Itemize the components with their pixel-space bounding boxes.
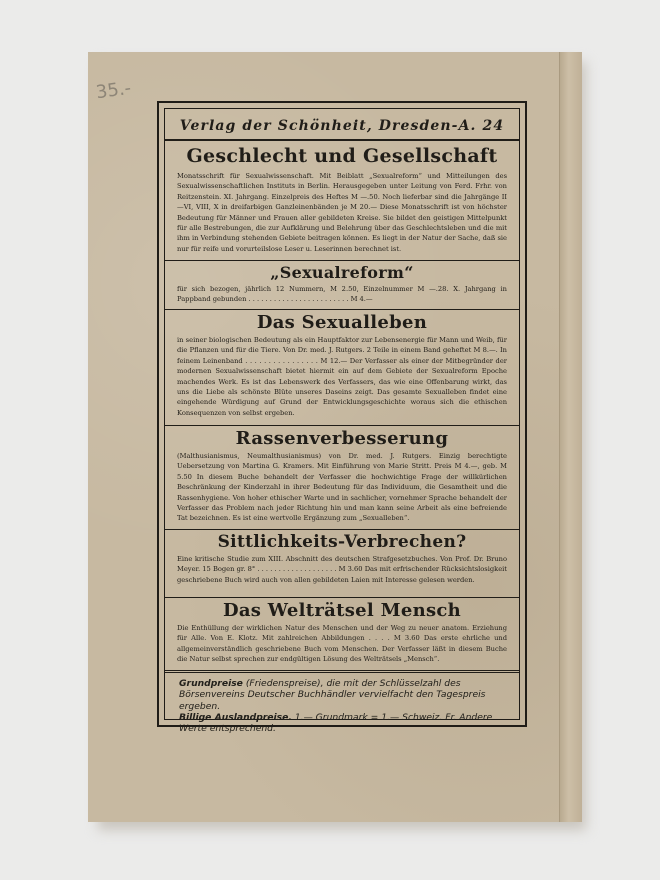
auslandpreise-text: 1.— Grundmark = 1.— Schweiz. Fr. Andere Werte entsprechend. [179, 711, 493, 735]
section-text-sittlichkeit: Eine kritische Studie zum XIII. Abschnitt des deutschen Strafgesetzbuches. Von Prof. Dr. Bruno Meyer. 15 Bogen gr. 8° . . . . . . . . . . . . . . . . . . . M 3.60 Das mit erfrischender Rücksichtslosigkeit geschriebene Buch wird auch von allen gebildeten Laien mit Interesse gelesen werden. [177, 555, 507, 584]
section-title-sexualleben: Das Sexualleben [256, 312, 428, 333]
section-title-geschlecht: Geschlecht und Gesellschaft [186, 145, 498, 167]
section-text-rassenverbesserung: (Malthusianismus, Neumalthusianismus) von Dr. med. J. Rutgers. Einzig berechtigte Uebersetzung von Martina G. Kramers. Mit Einführung von Marie Stritt. Preis M 4.—, geb. M 5.50 In diesem Buche behandelt der Verfasser die hochwichtige Frage der willkürlichen Beschränkung der Kinderzahl in ihrer Bedeutung für das Individuum, die Gesamtheit und die Rassenhygiene. Von hoher ethischer Warte und in sachlicher, vornehmer Sprache behandelt der Verfasser das Problem nach jeder Richtung hin und man kann seine Arbeit als eine befreiende Tat bezeichnen. Es ist eine wertvolle Ergänzung zum „Sexualleben“. [177, 452, 507, 523]
pencil-price-note: 35.- [94, 77, 133, 104]
section-title-rassenverbesserung: Rassenverbesserung [235, 428, 449, 449]
grundpreise-text: (Friedenspreise), die mit der Schlüsselzahl des Börsenvereins Deutscher Buchhändler vervielfacht den Tagespreis ergeben. [179, 678, 486, 712]
divider [165, 260, 519, 261]
advertisement-inner-frame [164, 108, 520, 735]
divider [165, 529, 519, 530]
section-text-geschlecht: Monatsschrift für Sexualwissenschaft. Mit Beiblatt „Sexualreform“ und Mitteilungen des Sexualwissenschaftlichen Instituts in Berlin. Herausgegeben unter Leitung von Ferd. Frhr. von Reitzenstein. XI. Jahrgang. Einzelpreis des Heftes M —.50. Noch lieferbar sind die Jahrgänge II—VI, VIII, X in dreifarbigen Ganzleinenbänden je M 20.— Diese Monatsschrift ist von höchster Bedeutung für Männer und Frauen aller gebildeten Kreise. Sie bildet den geistigen Mittelpunkt für alle Bestrebungen, die zur Aufklärung und Belehrung über das Geschlechtsleben und die mit ihm in Verbindung stehenden Gebiete beitragen können. Es liegt in der Natur der Sache, daß sie nur für reife und vorurteilslose Leser u. Leserinnen berechnet ist. [177, 172, 507, 253]
divider [165, 425, 519, 426]
advertisement-frame [157, 101, 527, 735]
section-title-sittlichkeit: Sittlichkeits-Verbrechen? [217, 532, 467, 552]
divider [165, 139, 519, 141]
double-divider [165, 670, 519, 673]
section-text-sexualreform: für sich bezogen, jährlich 12 Nummern, M 2.50, Einzelnummer M —.28. X. Jahrgang in Pappband gebunden . . . . . . . . . . . . . . . . . . . . . . . . M 4.— [177, 285, 507, 304]
auslandpreise-label: Billige Auslandpreise. [179, 711, 292, 723]
divider [165, 597, 519, 598]
book-spine [559, 52, 582, 822]
section-title-weltraetsel: Das Welträtsel Mensch [222, 600, 462, 621]
section-text-weltraetsel: Die Enthüllung der wirklichen Natur des Menschen und der Weg zu neuer anatom. Erziehung für Alle. Von E. Klotz. Mit zahlreichen Abbildungen . . . . M 3.60 Das erste ehrliche und allgemeinverständlich geschriebene Buch vom Menschen. Der Verfasser läßt in diesem Buche die Natur selbst sprechen zur endgültigen Lösung des Welträtsels „Mensch“. [177, 624, 507, 664]
price-footnote [179, 678, 505, 734]
section-title-sexualreform: „Sexualreform“ [270, 263, 414, 282]
divider [165, 309, 519, 310]
publisher-heading: Verlag der Schönheit, Dresden-A. 24 [179, 118, 505, 134]
grundpreise-label: Grundpreise [179, 678, 243, 689]
section-text-sexualleben: in seiner biologischen Bedeutung als ein Hauptfaktor zur Lebensenergie für Mann und Weib, für die Pflanzen und für die Tiere. Von Dr. med. J. Rutgers. 2 Teile in einem Band geheftet M 8.—. In feinem Leinenband . . . . . . . . . . . . . . . . M 12.— Der Verfasser als einer der Mitbegründer der modernen Sexualwissenschaft bietet hiermit ein auf dem Gebiete der Sexualreform Epoche machendes Werk. Es ist das Lebenswerk des Verfassers, das wie eine Offenbarung wirkt, das uns die Liebe als schönste Blüte unseres Daseins zeigt. Das gesamte Sexualleben findet eine eingehende Würdigung auf Grund der Entwicklungsgeschichte woraus sich die ethischen Konsequenzen von selbst ergeben. [177, 336, 507, 417]
